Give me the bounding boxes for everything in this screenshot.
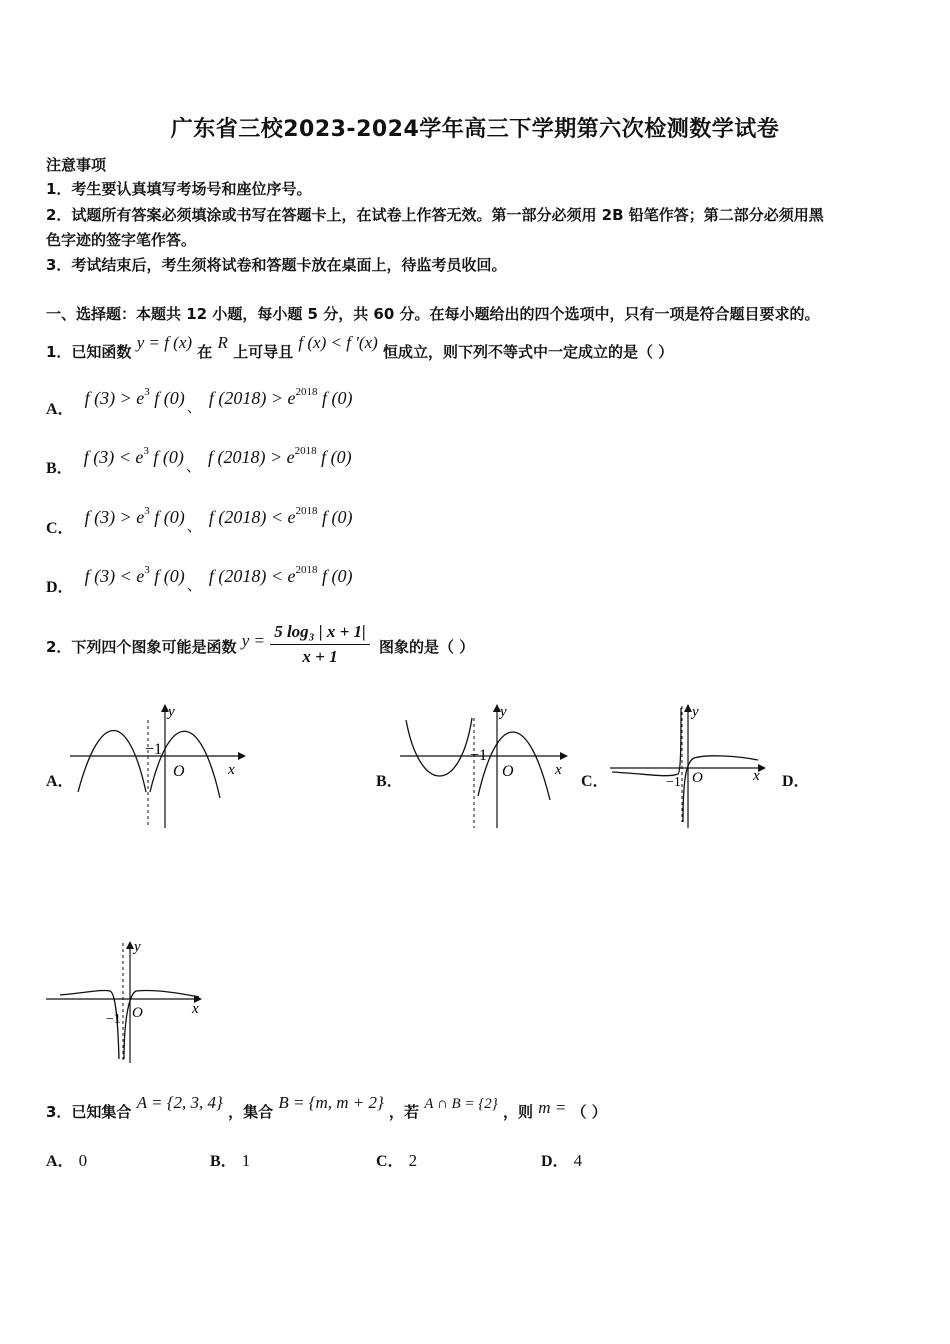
- q3-text-4: ，则: [503, 1103, 534, 1121]
- y-axis-arrow: [684, 704, 692, 712]
- q1-d-part3: f (2018) < e: [208, 566, 296, 586]
- y-axis-arrow: [126, 941, 134, 949]
- q2-option-c-label[interactable]: C．: [581, 773, 609, 790]
- q1-c-part1: f (3) > e: [84, 507, 145, 527]
- q1-option-c[interactable]: [46, 505, 353, 537]
- curve-right: [478, 732, 550, 800]
- q3-text-5: （ ）: [571, 1103, 607, 1121]
- minus-one-label: −1: [666, 775, 681, 790]
- y-label: y: [692, 704, 699, 720]
- q1-a-exp1: 3: [144, 386, 150, 398]
- y-label: y: [500, 704, 507, 720]
- origin-label: O: [173, 763, 185, 780]
- q1-c-part2: f (0): [149, 507, 185, 527]
- x-label: x: [228, 762, 235, 778]
- q2-option-b-label[interactable]: B．: [376, 773, 403, 790]
- q1-c-part4: f (0): [317, 507, 353, 527]
- q1-text-2: 在: [197, 343, 213, 361]
- q1-d-exp2: 2018: [295, 564, 318, 576]
- curve-right: [683, 756, 758, 822]
- q3-option-c-label: C．: [376, 1153, 404, 1170]
- notice-item-1: 1．考生要认真填写考场号和座位序号。: [46, 180, 312, 198]
- q1-option-a[interactable]: [46, 386, 353, 418]
- question-2-stem: [46, 622, 474, 667]
- curve-left: [612, 708, 681, 776]
- y-label: y: [168, 704, 175, 720]
- q3-option-d[interactable]: [541, 1148, 582, 1171]
- q1-c-sep: 、: [186, 517, 202, 535]
- q1-c-exp2: 2018: [295, 505, 318, 517]
- q1-c-exp1: 3: [144, 505, 150, 517]
- q3-option-b-label: B．: [210, 1153, 237, 1170]
- q2-lhs: y =: [241, 631, 265, 650]
- minus-one-label: −1: [145, 741, 163, 758]
- x-label: x: [192, 1001, 199, 1017]
- q2-denominator: x + 1: [302, 647, 338, 666]
- q1-b-part2: f (0): [148, 447, 184, 467]
- notice-item-2: 2．试题所有答案必须填涂或书写在答题卡上，在试卷上作答无效。第一部分必须用 2B 铅笔作答；第二部分必须用黑: [46, 206, 824, 224]
- q1-b-part1: f (3) < e: [83, 447, 144, 467]
- q3-option-d-value: 4: [573, 1151, 583, 1170]
- notice-item-3: 3．考试结束后，考生须将试卷和答题卡放在桌面上，待监考员收回。: [46, 256, 507, 274]
- q1-d-part4: f (0): [317, 566, 353, 586]
- q1-option-a-label: A．: [46, 401, 74, 418]
- curve-left: [406, 718, 472, 776]
- q2-graph-a[interactable]: [70, 700, 250, 830]
- q1-option-b-label: B．: [46, 460, 73, 477]
- q1-a-part3: f (2018) > e: [208, 388, 296, 408]
- q3-option-a[interactable]: [46, 1148, 87, 1171]
- q1-text-4: 恒成立，则下列不等式中一定成立的是（ ）: [383, 343, 674, 361]
- curve-right: [124, 990, 199, 1059]
- q3-option-b[interactable]: [210, 1148, 250, 1171]
- q2-numerator: 5 log₃ | x + 1|: [270, 622, 370, 645]
- x-axis-arrow: [560, 752, 568, 760]
- q3-text-1: 3．已知集合: [46, 1103, 132, 1121]
- q3-option-c[interactable]: [376, 1148, 417, 1171]
- q1-a-part2: f (0): [149, 388, 185, 408]
- q1-d-part2: f (0): [149, 566, 185, 586]
- q1-d-exp1: 3: [144, 564, 150, 576]
- x-axis-arrow: [238, 752, 246, 760]
- q1-option-d[interactable]: [46, 564, 353, 596]
- q3-option-b-value: 1: [241, 1151, 251, 1170]
- q2-graph-d[interactable]: [44, 935, 216, 1065]
- q3-set-b: B = {m, m + 2}: [278, 1093, 384, 1112]
- q2-text-2: 图象的是（ ）: [379, 638, 475, 656]
- q3-text-3: ，若: [389, 1103, 420, 1121]
- q1-b-exp2: 2018: [294, 445, 317, 457]
- x-label: x: [753, 768, 760, 784]
- minus-one-label: −1: [470, 747, 488, 764]
- q2-option-d-label[interactable]: D．: [782, 773, 810, 790]
- question-3-stem: [46, 1092, 607, 1121]
- q2-text-1: 2．下列四个图象可能是函数: [46, 638, 237, 656]
- q3-option-a-label: A．: [46, 1153, 74, 1170]
- q1-d-sep: 、: [186, 576, 202, 594]
- q1-text-3: 上可导且: [233, 343, 294, 361]
- q3-option-c-value: 2: [408, 1151, 418, 1170]
- q1-text-1: 1．已知函数: [46, 343, 132, 361]
- q2-graph-b[interactable]: [400, 700, 575, 830]
- q1-option-d-label: D．: [46, 579, 74, 596]
- x-label: x: [555, 762, 562, 778]
- origin-label: O: [692, 770, 703, 786]
- q1-a-sep: 、: [186, 398, 202, 416]
- q3-intersection: A ∩ B = {2}: [424, 1096, 498, 1112]
- q2-fraction: [270, 622, 370, 667]
- q3-option-d-label: D．: [541, 1153, 569, 1170]
- q3-set-a: A = {2, 3, 4}: [136, 1093, 223, 1112]
- minus-one-label: −1: [106, 1012, 121, 1027]
- notice-item-2-cont: 色字迹的签字笔作答。: [46, 231, 197, 249]
- section-1-header: 一、选择题：本题共 12 小题，每小题 5 分，共 60 分。在每小题给出的四个选项中，只有一项是符合题目要求的。: [46, 305, 820, 323]
- q1-b-exp1: 3: [143, 445, 149, 457]
- q1-a-exp2: 2018: [295, 386, 318, 398]
- q1-b-sep: 、: [185, 457, 201, 475]
- q1-c-part3: f (2018) < e: [208, 507, 296, 527]
- q2-graph-c[interactable]: [608, 700, 780, 830]
- q1-domain: R: [217, 333, 228, 352]
- q1-b-part4: f (0): [316, 447, 352, 467]
- q1-option-b[interactable]: [46, 445, 352, 477]
- question-1-stem: [46, 332, 674, 361]
- q1-function: y = f (x): [136, 333, 193, 352]
- q2-option-a-label[interactable]: A．: [46, 773, 74, 790]
- curve-left: [78, 731, 146, 793]
- q1-a-part4: f (0): [317, 388, 353, 408]
- notice-heading: 注意事项: [46, 156, 107, 174]
- q3-m-expr: m =: [538, 1098, 567, 1117]
- q3-option-a-value: 0: [78, 1151, 88, 1170]
- q1-b-part3: f (2018) > e: [208, 447, 295, 467]
- y-label: y: [134, 939, 141, 955]
- q1-d-part1: f (3) < e: [84, 566, 145, 586]
- origin-label: O: [132, 1005, 143, 1021]
- q3-text-2: ，集合: [228, 1103, 274, 1121]
- page-title: 广东省三校2023-2024学年高三下学期第六次检测数学试卷: [170, 117, 780, 142]
- q1-option-c-label: C．: [46, 520, 74, 537]
- origin-label: O: [502, 763, 514, 780]
- q1-condition: f (x) < f ′(x): [298, 333, 378, 352]
- q1-a-part1: f (3) > e: [84, 388, 145, 408]
